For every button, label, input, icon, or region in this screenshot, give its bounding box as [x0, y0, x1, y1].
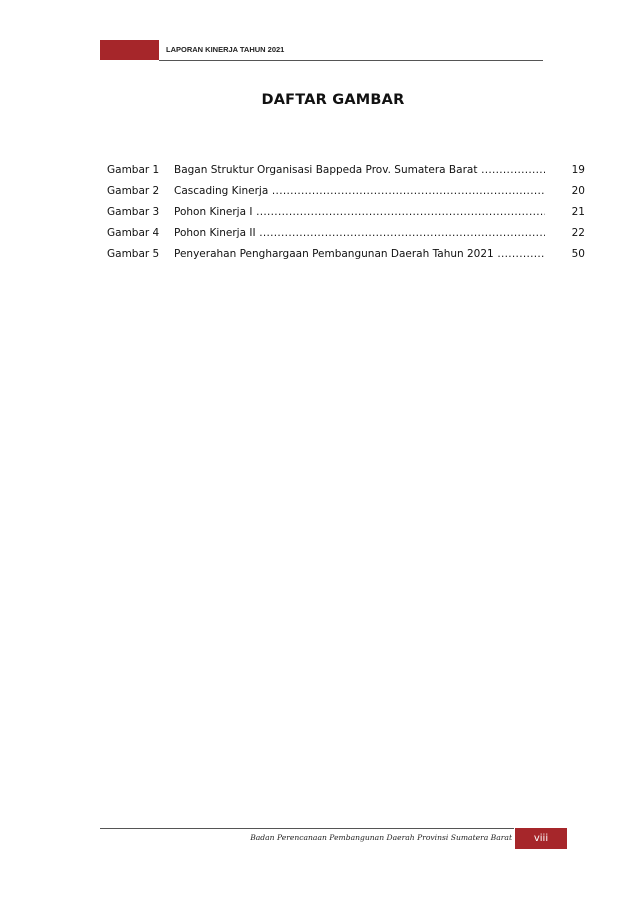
header-accent-block — [100, 40, 159, 60]
figure-page-number: 21 — [571, 206, 585, 218]
figure-label: Gambar 4 — [107, 227, 160, 239]
figure-list-item[interactable] — [107, 248, 586, 269]
figure-title: Pohon Kinerja I — [174, 206, 253, 218]
figure-list-item[interactable] — [107, 185, 586, 206]
figure-label: Gambar 3 — [107, 206, 160, 218]
figure-title: Pohon Kinerja II — [174, 227, 256, 239]
figure-title: Cascading Kinerja — [174, 185, 269, 197]
figure-list-item[interactable] — [107, 206, 586, 227]
page-title: DAFTAR GAMBAR — [261, 92, 405, 108]
figure-title: Bagan Struktur Organisasi Bappeda Prov. Sumatera Barat — [174, 164, 478, 176]
figure-list — [107, 164, 586, 269]
figure-list-item[interactable] — [107, 164, 586, 185]
figure-page-number: 19 — [571, 164, 585, 176]
figure-label: Gambar 5 — [107, 248, 160, 260]
figure-page-number: 50 — [571, 248, 585, 260]
footer-divider — [100, 828, 514, 829]
footer-organization: Badan Perencanaan Pembangunan Daerah Provinsi Sumatera Barat — [250, 833, 512, 842]
figure-entry — [174, 227, 545, 240]
figure-page-number: 22 — [571, 227, 585, 239]
figure-entry — [174, 248, 545, 261]
figure-label: Gambar 1 — [107, 164, 160, 176]
figure-entry — [174, 164, 545, 177]
figure-page-number: 20 — [571, 185, 585, 197]
figure-entry — [174, 206, 545, 219]
figure-list-item[interactable] — [107, 227, 586, 248]
figure-entry — [174, 185, 545, 198]
header-divider — [159, 60, 543, 61]
footer-page-number: viii — [515, 828, 567, 849]
header-title: LAPORAN KINERJA TAHUN 2021 — [166, 45, 285, 54]
figure-label: Gambar 2 — [107, 185, 160, 197]
figure-title: Penyerahan Penghargaan Pembangunan Daerah Tahun 2021 — [174, 248, 494, 260]
